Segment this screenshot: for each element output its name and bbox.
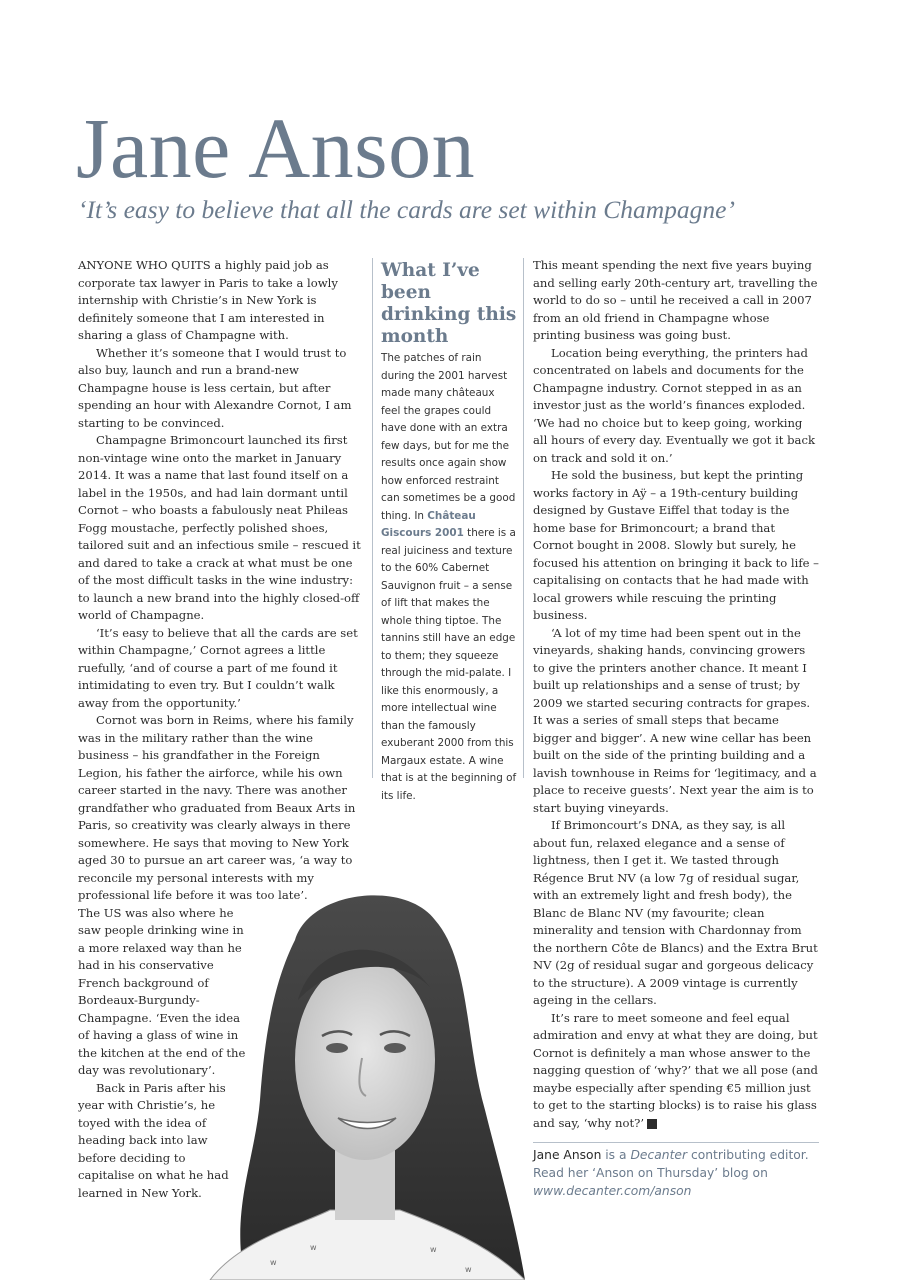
magazine-name: Decanter xyxy=(630,1148,688,1162)
bio-name: Jane Anson xyxy=(533,1148,602,1162)
article-column-3 xyxy=(533,257,819,1132)
author-bio: Jane Anson is a Decanter contributing editor. Read her ‘Anson on Thursday’ blog on www.decanter.com/anson xyxy=(533,1148,809,1198)
page-subtitle: ‘It’s easy to believe that all the cards are set within Champagne’ xyxy=(78,195,735,224)
bio-rule xyxy=(533,1142,819,1143)
paragraph-7: This meant spending the next five years buying and selling early 20th-century art, travelling the world to do so – until he received a call in 2007 from an old friend in Champagne whose printing business was going bust. xyxy=(533,258,818,342)
paragraph-6: Back in Paris after his year with Christie’s, he toyed with the idea of heading back into law before deciding to capitalise on what he had learned in New York. xyxy=(78,1080,229,1200)
svg-text:w: w xyxy=(465,1265,472,1274)
svg-text:w: w xyxy=(270,1258,277,1267)
end-mark-icon: D xyxy=(647,1119,657,1129)
paragraph-12: It’s rare to meet someone and feel equal admiration and envy at what they are doing, but Cornot is definitely a man whose answer to the nagging question of ‘why?’ that we all pose (and maybe especially after spending €5 million just to get to the starting blocks) is to raise his glass and say, ‘why not?’ D xyxy=(533,1010,818,1130)
page-title: Jane Anson xyxy=(76,100,476,196)
paragraph-2: Whether it’s someone that I would trust to also buy, launch and run a brand-new Champagne house is less certain, but after spending an hour with Alexandre Cornot, I am starting to be convinced. xyxy=(78,345,352,430)
svg-text:w: w xyxy=(430,1245,437,1254)
portrait-image xyxy=(200,880,525,1280)
paragraph-11: If Brimoncourt’s DNA, as they say, is all about fun, relaxed elegance and a sense of lightness, then I get it. We tasted through Régence Brut NV (a low 7g of residual sugar, with an extremely light and fresh body), the Blanc de Blanc NV (my favourite; clean minerality and tension with Chardonnay from the northern Côte de Blancs) and the Extra Brut NV (2g of residual sugar and gorgeous delicacy to the structure). A 2009 vintage is currently ageing in the cellars. xyxy=(533,818,818,1007)
paragraph-8: Location being everything, the printers had concentrated on labels and documents for the Champagne industry. Cornot stepped in as an investor just as the world’s finances exploded. ‘We had no choice but to keep going, working all hours of every day. Eventually we got it back on track and sold it on.’ xyxy=(533,345,815,465)
paragraph-5-continued: The US was also where he saw people drinking wine in a more relaxed way than he had in his conservative French background of Bordeaux-Burgundy-Champagne. ‘Even the idea of having a glass of wine in the kitchen at the end of the day was revolutionary’. xyxy=(78,905,246,1077)
sidebar-box xyxy=(381,260,517,805)
lead-in: ANYONE WHO QUITS xyxy=(78,258,211,272)
paragraph-4: ‘It’s easy to believe that all the cards are set within Champagne,’ Cornot agrees a little ruefully, ‘and of course a part of me found it intimidating to even try. But I couldn’t walk away from the opportunity.’ xyxy=(78,625,358,710)
paragraph-10: ‘A lot of my time had been spent out in the vineyards, shaking hands, convincing growers to give the printers another chance. It meant I built up relationships and a sense of trust; by 2009 we started securing contracts for grapes. It was a series of small steps that became bigger and bigger’. A new wine cellar has been built on the side of the printing building and a lavish townhouse in Reims for ‘legitimacy, and a place to receive guests’. Next year the aim is to start buying vineyards. xyxy=(533,625,817,815)
paragraph-1: ANYONE WHO QUITS a highly paid job as corporate tax lawyer in Paris to take a lowly internship with Christie’s in New York is definitely someone that I am interested in sharing a glass of Champagne with. xyxy=(78,258,338,342)
wine-highlight: Château Giscours 2001 xyxy=(381,509,476,539)
column-divider-left xyxy=(372,258,373,778)
paragraph-5: Cornot was born in Reims, where his family was in the military rather than the wine business – his grandfather in the Foreign Legion, his father the airforce, while his own career started in the navy. There was another grandfather who graduated from Beaux Arts in Paris, so creativity was clearly always in there somewhere. He says that moving to New York aged 30 to pursue an art career was, ‘a way to reconcile my personal interests with my professional life before it was too late’. xyxy=(78,713,356,902)
svg-text:w: w xyxy=(310,1243,317,1252)
bio-link[interactable]: www.decanter.com/anson xyxy=(533,1184,692,1198)
paragraph-3: Champagne Brimoncourt launched its first non-vintage wine onto the market in January 2014. It was a name that last found itself on a label in the 1950s, and had lain dormant until Cornot – who boasts a fabulously neat Phileas Fogg moustache, perfectly polished shoes, tailored suit and an infectious smile – rescued it and dared to take a crack at what must be one of the most difficult tasks in the wine industry: to launch a new brand into the highly closed-off world of Champagne. xyxy=(78,433,361,622)
author-portrait xyxy=(200,880,525,1280)
column-divider-right xyxy=(523,258,524,778)
sidebar-text: The patches of rain during the 2001 harvest made many châteaux feel the grapes could have done with an extra few days, but for me the results once again show how enforced restraint can sometimes be a good thing. In Château Giscours 2001 there is a real juiciness and texture to the 60% Cabernet Sauvignon fruit – a sense of lift that makes the whole thing tiptoe. The tannins still have an edge to them; they squeeze through the mid-palate. I like this enormously, a more intellectual wine than the famously exuberant 2000 from this Margaux estate. A wine that is at the beginning of its life. xyxy=(381,352,517,802)
paragraph-9: He sold the business, but kept the printing works factory in Aÿ – a 19th-century building designed by Gustave Eiffel that today is the home base for Brimoncourt; a brand that Cornot bought in 2008. Slowly but surely, he focused his attention on bringing it back to life – capitalising on contacts that he had made with local growers while rescuing the printing business. xyxy=(533,468,819,622)
sidebar-heading: What I’ve been drinking this month xyxy=(381,260,517,347)
